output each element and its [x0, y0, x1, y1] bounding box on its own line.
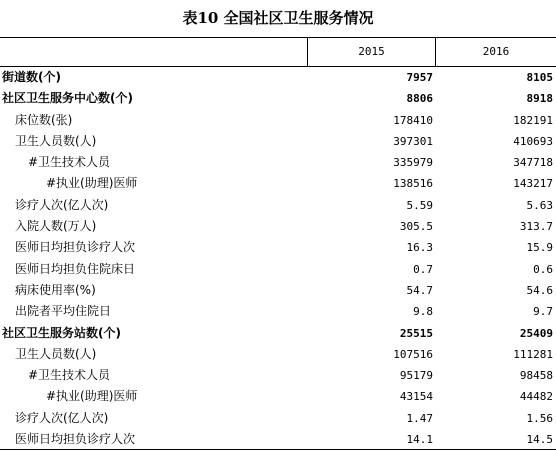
table-row	[0, 386, 556, 407]
value-2016: 14.5	[526, 433, 553, 447]
value-2015: 43154	[399, 390, 433, 404]
table-header	[0, 37, 556, 67]
table-row	[0, 195, 556, 216]
header-label-cell	[0, 38, 308, 66]
table-bottom-rule	[0, 449, 556, 450]
row-label: 医师日均担负住院床日	[15, 261, 136, 276]
value-2016: 143217	[513, 177, 553, 191]
table-row	[0, 365, 556, 386]
header-year-2015: 2015	[308, 38, 436, 66]
table-row	[0, 131, 556, 152]
value-2015: 0.7	[413, 262, 433, 276]
value-2016: 111281	[513, 347, 553, 361]
row-label: 病床使用率(%)	[15, 282, 96, 297]
value-2015: 14.1	[406, 433, 433, 447]
row-label: 医师日均担负诊疗人次	[15, 240, 136, 255]
table-row	[0, 237, 556, 258]
value-2016: 98458	[519, 369, 553, 383]
row-label: 卫生人员数(人)	[15, 133, 97, 148]
row-label: 出院者平均住院日	[15, 304, 112, 319]
value-2016: 0.6	[533, 262, 553, 276]
value-2016: 54.6	[526, 283, 553, 297]
table-row	[0, 216, 556, 237]
table-title: 表10 全国社区卫生服务情况	[182, 9, 374, 27]
value-2016: 9.7	[533, 305, 553, 319]
value-2016: 1.56	[526, 411, 553, 425]
value-2015: 7957	[406, 71, 433, 84]
table-row	[0, 301, 556, 322]
row-label: #卫生技术人员	[28, 368, 111, 383]
header-year-2016: 2016	[482, 45, 510, 58]
row-label: #执业(助理)医师	[46, 389, 138, 404]
value-2015: 95179	[399, 369, 433, 383]
value-2016: 44482	[519, 390, 553, 404]
row-label: 社区卫生服务站数(个)	[2, 325, 121, 340]
value-2016: 8105	[526, 71, 553, 84]
row-label: #执业(助理)医师	[46, 176, 138, 191]
row-label: 床位数(张)	[15, 112, 73, 127]
value-2015: 178410	[393, 113, 433, 127]
value-2015: 9.8	[413, 305, 433, 319]
table-row	[0, 173, 556, 194]
value-2015: 1.47	[406, 411, 433, 425]
table-row	[0, 344, 556, 365]
value-2015: 335979	[393, 156, 433, 170]
table-row	[0, 67, 556, 88]
row-label: 社区卫生服务中心数(个)	[2, 91, 133, 106]
table-body	[0, 67, 556, 450]
row-label: #卫生技术人员	[28, 155, 111, 170]
value-2015: 54.7	[406, 283, 433, 297]
value-2016: 25409	[519, 326, 553, 340]
row-label: 卫生人员数(人)	[15, 346, 97, 361]
table-row	[0, 152, 556, 173]
table-row	[0, 88, 556, 109]
value-2016: 313.7	[519, 220, 553, 234]
value-2015: 8806	[406, 92, 433, 106]
value-2016: 410693	[513, 134, 553, 148]
row-label: 诊疗人次(亿人次)	[15, 197, 109, 212]
table-row	[0, 323, 556, 344]
value-2015: 107516	[393, 347, 433, 361]
table-row	[0, 408, 556, 429]
value-2015: 397301	[393, 134, 433, 148]
table-row	[0, 259, 556, 280]
value-2015: 138516	[393, 177, 433, 191]
value-2016: 182191	[513, 113, 553, 127]
row-label: 诊疗人次(亿人次)	[15, 410, 109, 425]
row-label: 入院人数(万人)	[15, 219, 97, 234]
value-2015: 305.5	[399, 220, 433, 234]
value-2015: 5.59	[406, 198, 433, 212]
table-row	[0, 429, 556, 450]
value-2015: 16.3	[406, 241, 433, 255]
row-label: 街道数(个)	[2, 70, 61, 84]
value-2016: 8918	[526, 92, 553, 106]
table-row	[0, 110, 556, 131]
value-2016: 347718	[513, 156, 553, 170]
row-label: 医师日均担负诊疗人次	[15, 432, 136, 447]
value-2015: 25515	[399, 326, 433, 340]
value-2016: 5.63	[526, 198, 553, 212]
value-2016: 15.9	[526, 241, 553, 255]
table-row	[0, 280, 556, 301]
